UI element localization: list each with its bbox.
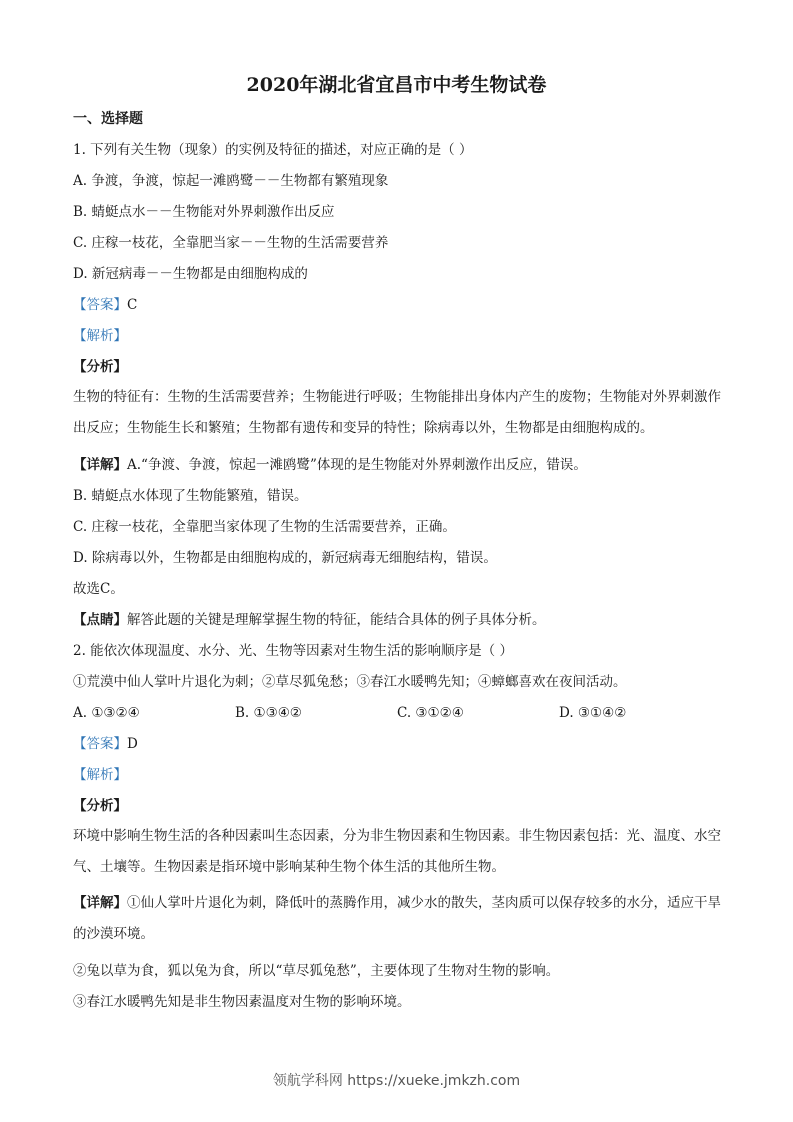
section-heading: 一、选择题 [73,111,143,127]
q1-option-d: D. 新冠病毒－－生物都是由细胞构成的 [73,266,308,282]
q1-option-c: C. 庄稼一枝花，全靠肥当家－－生物的生活需要营养 [73,235,389,251]
q2-option-c: C. ③①②④ [397,705,464,721]
q2-option-d: D. ③①④② [559,705,627,721]
answer-value: C [127,297,138,313]
q1-option-a: A. 争渡，争渡，惊起一滩鸥鹭－－生物都有繁殖现象 [73,173,389,189]
detail-tag: 【详解】 [73,457,127,473]
q1-stem: 1. 下列有关生物（现象）的实例及特征的描述，对应正确的是（ ） [73,142,473,158]
footer-watermark: 领航学科网 https://xueke.jmkzh.com [272,1073,521,1089]
q1-analysis-tag: 【解析】 [73,328,127,344]
answer-tag: 【答案】 [73,297,127,313]
q2-analysis-tag: 【解析】 [73,767,127,783]
q1-detail-a [73,455,723,486]
answer-value: D [127,736,138,752]
q1-option-b: B. 蜻蜓点水－－生物能对外界刺激作出反应 [73,204,335,220]
q1-detail-c: C. 庄稼一枝花，全靠肥当家体现了生物的生活需要营养，正确。 [73,519,456,535]
q2-option-b: B. ①③④② [235,705,302,721]
q1-fenxi-text: 生物的特征有：生物的生活需要营养；生物能进行呼吸；生物能排出身体内产生的废物；生物能对外界刺激作出反应；生物能生长和繁殖；生物都有遗传和变异的特性；除病毒以外，生物都是由细胞构成的。 [73,389,721,436]
q2-option-a: A. ①③②④ [73,705,140,721]
page-title: 2020年湖北省宜昌市中考生物试卷 [246,74,547,96]
detail-text: ①仙人掌叶片退化为刺，降低叶的蒸腾作用，减少水的散失，茎肉质可以保存较多的水分，适应干旱的沙漠环境。 [73,895,721,942]
q2-detail-2: ②兔以草为食，狐以兔为食，所以“草尽狐兔愁”，主要体现了生物对生物的影响。 [73,963,560,979]
q2-fenxi-text: 环境中影响生物生活的各种因素叫生态因素，分为非生物因素和生物因素。非生物因素包括：光、温度、水空气、土壤等。生物因素是指环境中影响某种生物个体生活的其他所生物。 [73,828,721,875]
q2-items: ①荒漠中仙人掌叶片退化为刺；②草尽狐兔愁；③春江水暖鸭先知；④蟑螂喜欢在夜间活动。 [73,674,627,690]
q1-detail-b: B. 蜻蜓点水体现了生物能繁殖，错误。 [73,488,308,504]
q2-detail-3: ③春江水暖鸭先知是非生物因素温度对生物的影响环境。 [73,994,411,1010]
comment-tag: 【点睛】 [73,612,127,628]
detail-tag: 【详解】 [73,895,127,911]
q2-answer [73,734,723,765]
q2-options [73,703,723,734]
q2-detail-1 [73,888,723,950]
detail-text: A.“争渡、争渡，惊起一滩鸥鹭”体现的是生物能对外界刺激作出反应，错误。 [127,457,587,473]
q1-answer [73,295,723,326]
q2-fenxi-tag: 【分析】 [73,798,127,814]
answer-tag: 【答案】 [73,736,127,752]
q1-fenxi-tag: 【分析】 [73,359,127,375]
comment-text: 解答此题的关键是理解掌握生物的特征，能结合具体的例子具体分析。 [127,612,546,628]
document-body [73,140,723,1023]
q2-stem: 2. 能依次体现温度、水分、光、生物等因素对生物生活的影响顺序是（ ） [73,643,513,659]
q1-comment [73,610,723,641]
q1-conclusion: 故选C。 [73,581,124,597]
q1-detail-d: D. 除病毒以外，生物都是由细胞构成的，新冠病毒无细胞结构，错误。 [73,550,497,566]
